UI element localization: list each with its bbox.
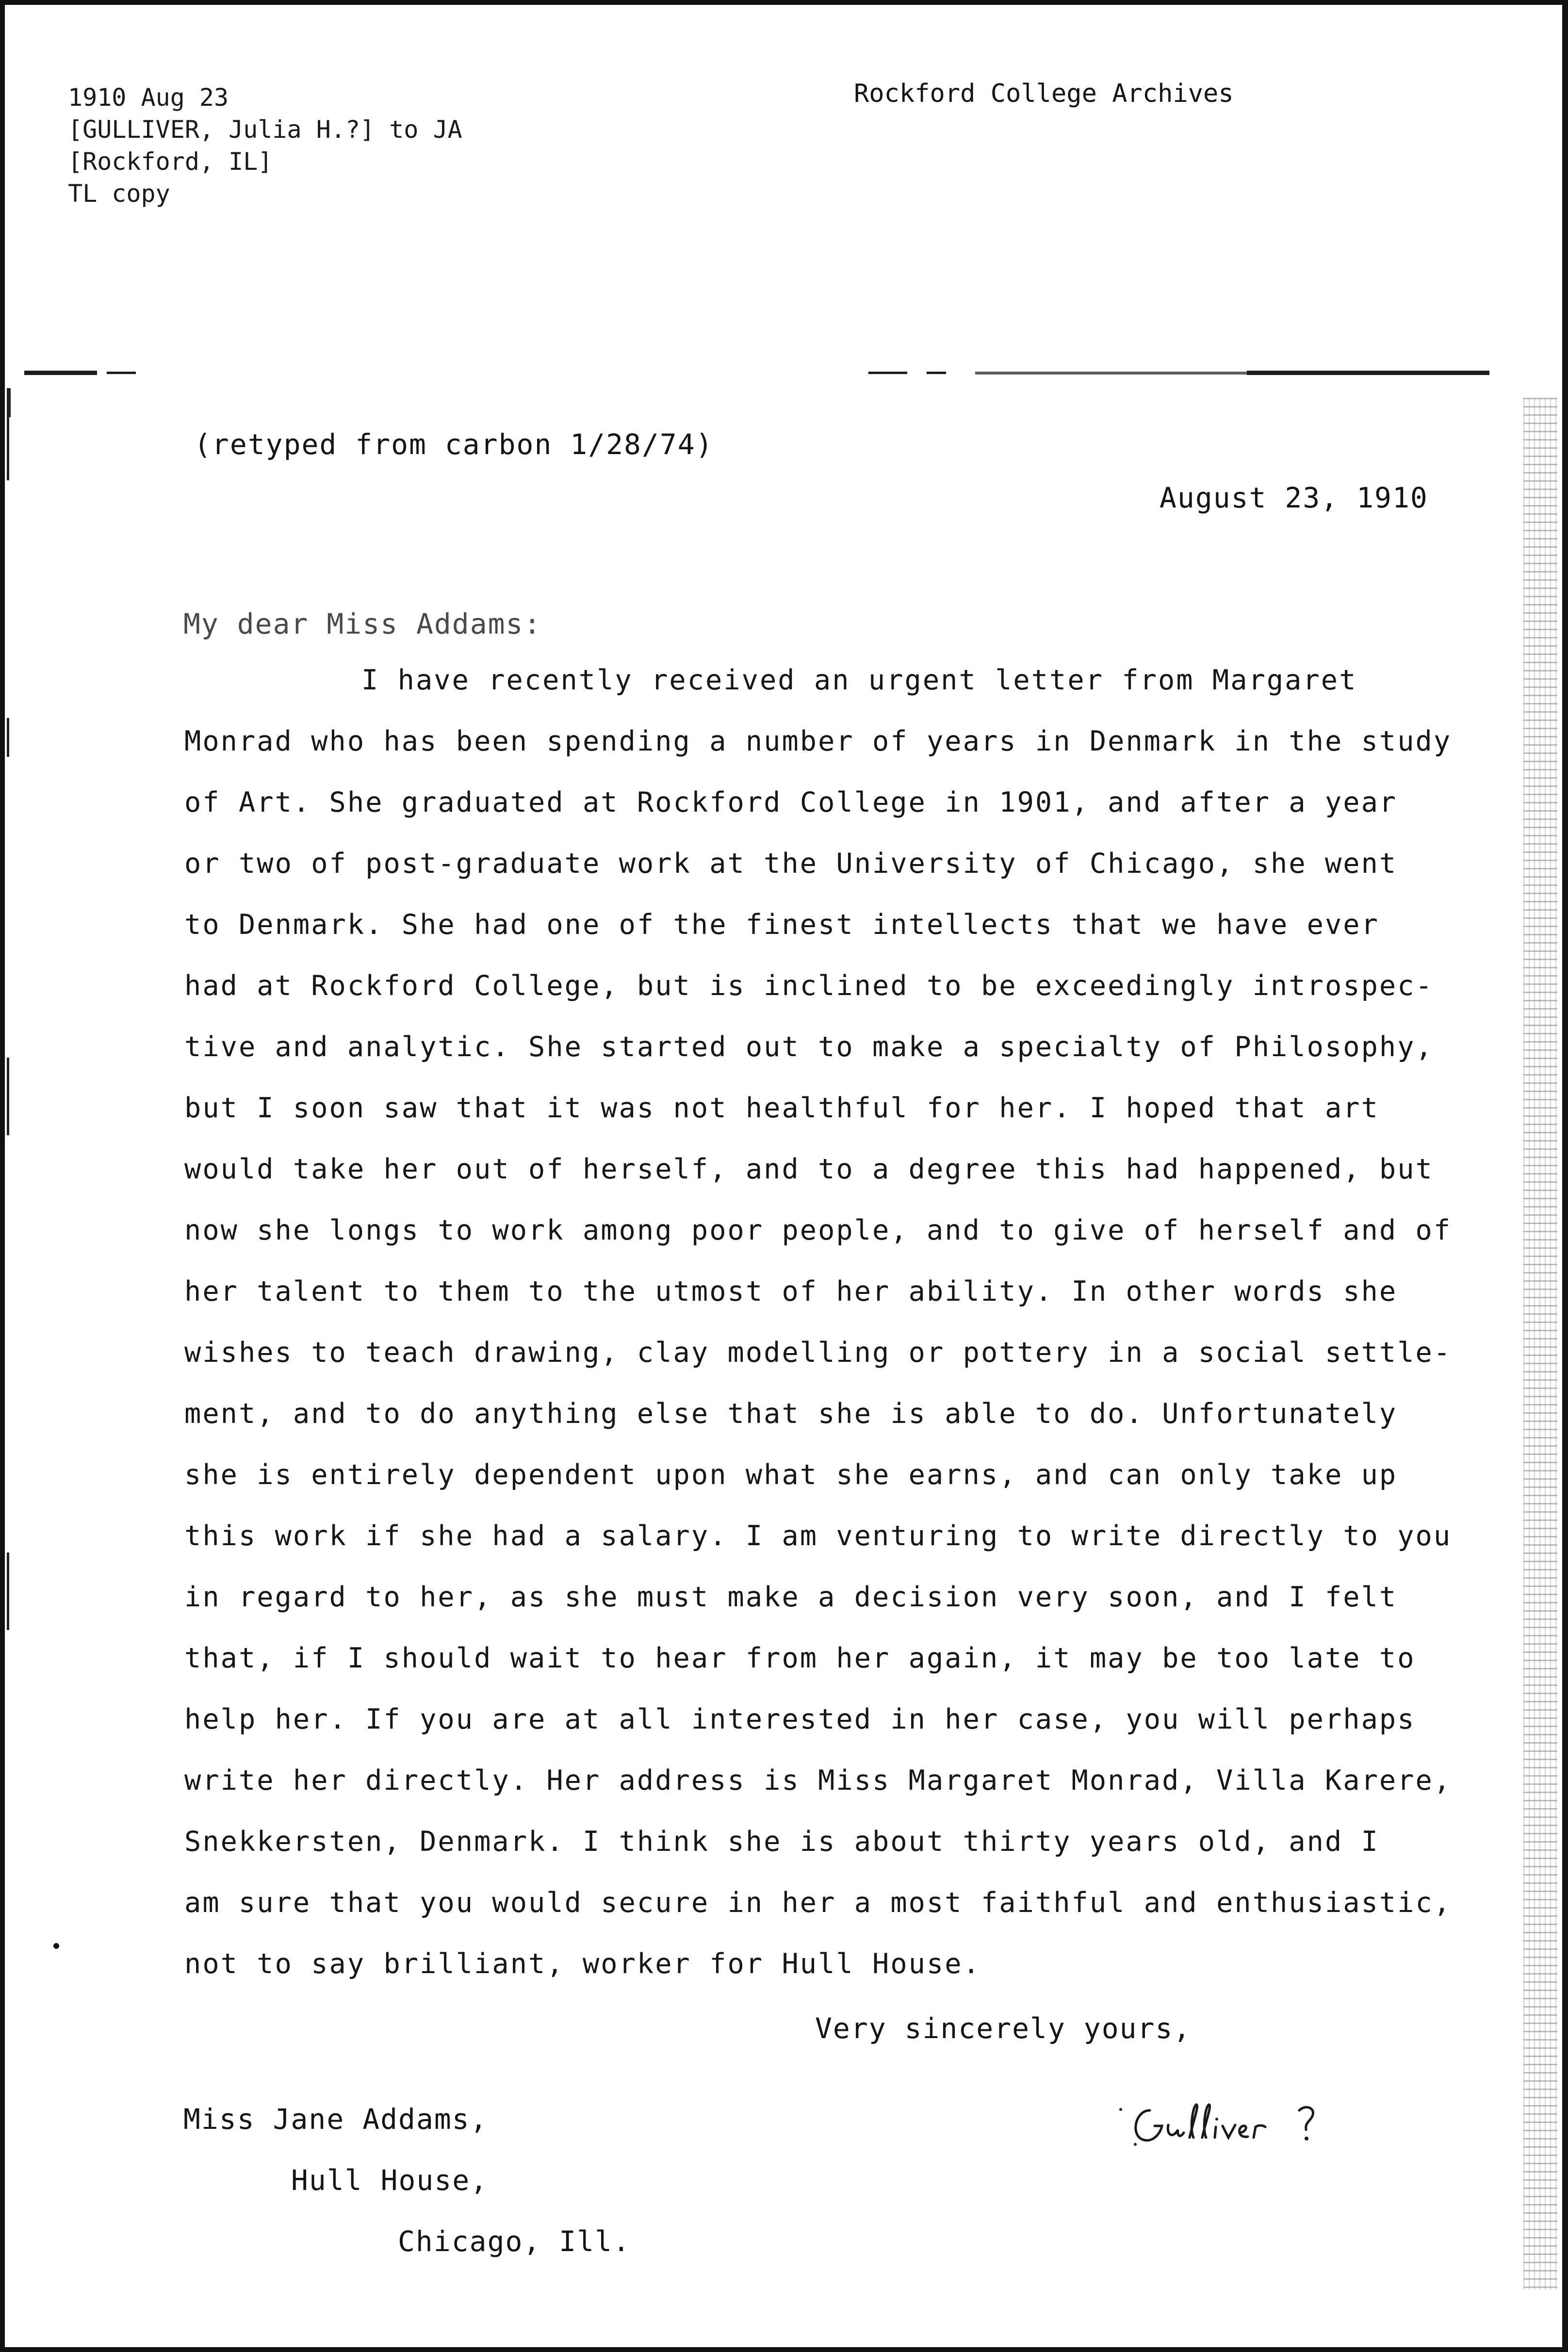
body-line: am sure that you would secure in her a most faithful and enthusiastic, xyxy=(184,1887,1452,1919)
scan-mark xyxy=(7,718,9,757)
body-line: had at Rockford College, but is inclined to be exceedingly introspec- xyxy=(184,970,1434,1002)
retyped-note: (retyped from carbon 1/28/74) xyxy=(194,428,714,461)
archive-label: Rockford College Archives xyxy=(854,79,1234,108)
salutation: My dear Miss Addams: xyxy=(183,607,542,640)
body-line: I have recently received an urgent letter from Margaret xyxy=(361,664,1357,696)
scan-mark xyxy=(7,1058,9,1135)
scan-mark xyxy=(7,388,11,417)
recipient-city: Chicago, Ill. xyxy=(398,2225,631,2258)
body-line: of Art. She graduated at Rockford College in 1901, and after a year xyxy=(184,786,1398,818)
body-line: that, if I should wait to hear from her again, it may be too late to xyxy=(184,1642,1416,1674)
scan-dot xyxy=(53,1943,59,1949)
body-line: would take her out of herself, and to a degree this had happened, but xyxy=(184,1153,1434,1185)
body-line: ment, and to do anything else that she is able to do. Unfortunately xyxy=(184,1398,1398,1430)
scan-edge-top xyxy=(0,0,1568,5)
body-line: now she longs to work among poor people, and to give of herself and of xyxy=(184,1214,1452,1246)
body-line: help her. If you are at all interested in her case, you will perhaps xyxy=(184,1703,1416,1735)
body-line: write her directly. Her address is Miss Margaret Monrad, Villa Karere, xyxy=(184,1764,1452,1797)
scan-edge-right xyxy=(1562,0,1568,2352)
header-type: TL copy xyxy=(68,180,170,208)
body-line: Snekkersten, Denmark. I think she is about thirty years old, and I xyxy=(184,1826,1379,1858)
scan-mark xyxy=(7,1552,9,1630)
header-place: [Rockford, IL] xyxy=(68,147,273,176)
scan-edge-left xyxy=(0,0,5,2352)
closing: Very sincerely yours, xyxy=(815,2012,1192,2045)
archival-header xyxy=(68,82,462,210)
scan-mark xyxy=(7,417,9,480)
body-line: in regard to her, as she must make a decision very soon, and I felt xyxy=(184,1581,1398,1613)
body-line: she is entirely dependent upon what she earns, and can only take up xyxy=(184,1459,1398,1491)
body-line: her talent to them to the utmost of her ability. In other words she xyxy=(184,1275,1398,1307)
recipient-street: Hull House, xyxy=(291,2164,489,2197)
handwritten-signature xyxy=(1116,2091,1349,2164)
body-line: this work if she had a salary. I am venturing to write directly to you xyxy=(184,1520,1452,1552)
header-date: 1910 Aug 23 xyxy=(68,83,229,112)
body-line: to Denmark. She had one of the finest intellects that we have ever xyxy=(184,909,1379,941)
letter-date: August 23, 1910 xyxy=(1160,481,1428,514)
body-line: wishes to teach drawing, clay modelling or pottery in a social settle- xyxy=(184,1337,1452,1369)
body-line: Monrad who has been spending a number of years in Denmark in the study xyxy=(184,725,1452,757)
body-line: tive and analytic. She started out to make a specialty of Philosophy, xyxy=(184,1031,1434,1063)
scan-edge-bottom xyxy=(0,2347,1568,2352)
header-divider xyxy=(24,369,1489,377)
header-correspondents: [GULLIVER, Julia H.?] to JA xyxy=(68,115,462,144)
scan-speckle-right xyxy=(1523,398,1557,2290)
body-line: but I soon saw that it was not healthful for her. I hoped that art xyxy=(184,1092,1379,1124)
recipient-name: Miss Jane Addams, xyxy=(183,2103,488,2136)
body-line: not to say brilliant, worker for Hull House. xyxy=(184,1948,981,1980)
body-line: or two of post-graduate work at the University of Chicago, she went xyxy=(184,848,1398,880)
